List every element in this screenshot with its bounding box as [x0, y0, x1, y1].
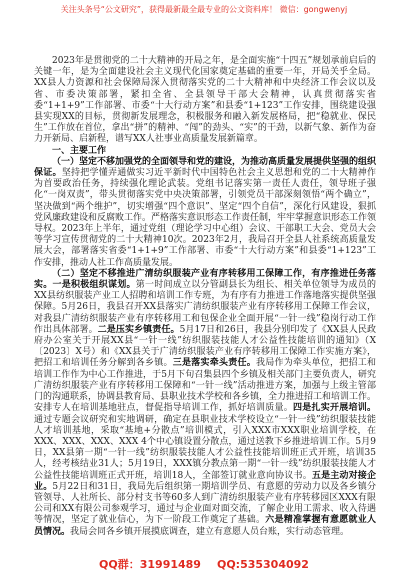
document-body	[34, 56, 376, 538]
promo-banner	[20, 5, 388, 15]
point-text: 通过专题会议研究和实地调研，确定在县职业技术学校设立“一针一线”纺织服装技能人才培训基地，采取“基地+分散点”培训模式，引入XXX市XXX职业培训学校，在XXX、XXX、XXX、XXX 4个中心镇设置分散点，通过送教下乡推进培训工作。5月9日，XX县第一期“一针一线”纺织服装技能人才公益性技能培训班正式开班，培训35人，经考核结业31人；5月19日，XXX镇分教点第一期“一针一线”纺织服装技能人才公益性技能培训班正式开班，培训18人，全部签订就业意向协议书。	[34, 414, 376, 481]
item-paragraph-party-building	[34, 157, 376, 269]
item-paragraph-employment-guarantee	[34, 269, 376, 538]
footer-qq-group: QQ群：31991489	[99, 558, 201, 571]
point-text: 第一时间成立以分管副县长为组长、相关单位领导为成员的XX县纺织服装产业工人招聘和培训工作专班，为有序有力推进工作落地落实提供坚强保障。5月26日，我县召开XX县落实广清纺织服装产业有序转移用工保障工作会议，对我县广清纺织服装产业有序转移用工和包保企业全面开展“一针一线”稳岗行动工作作出具体部署。	[34, 280, 376, 335]
item-heading: （二）坚定不移推进广清纺织服装产业有序转移用工保障工作，有序推进任务落实。	[34, 268, 376, 291]
contact-footer	[0, 558, 408, 572]
promo-banner-text: 关注头条号“公文研究”，获得最新最全最专业的公文资料库！ 微信：gongwenyj	[60, 5, 348, 14]
point-text: 5月22日和31日，我局先后组织第一期培训学员、有意愿的劳动力以及各乡镇分管领导、人社所长、部分村支书等60多人到广清纺织服装产业有序转移园区XXX有限公司和XX有限公司参观学习，通过与企业面对面交流，了解企业用工需求、收入待遇等情况，坚定了就业信心，为下一阶段工作奠定了基础。	[34, 481, 376, 526]
section-heading: 一、主要工作	[52, 145, 107, 156]
point-text: 我局会同各乡镇开展摸底调查，建立有意愿人员台账，实行动态管理。	[70, 526, 350, 537]
item-heading: （一）坚定不移加强党的全面领导和党的建设，为推动高质量发展提供坚强的组织保证。	[34, 156, 377, 179]
point-label: 二是压实乡镇责任。	[97, 324, 180, 335]
point-label: 四是扎实开展培训。	[292, 403, 376, 414]
intro-paragraph: 2023年是贯彻党的二十大精神的开局之年，是全面实施“十四五”规划承前启后的关键一年，是为全面建设社会主义现代化国家奠定基础的重要一年，开局关乎全局。XX县人力资源和社会保障局深入贯彻落实党的二十大精神和中央经济工作会议以及省、市委决策部署，紧扣全省、全县领导干部大会精神，认真贯彻落实省委“1+1+9”工作部署、市委“十大行动方案”和县委“1+123”工作安排，围绕建设强县实现XX的目标，贯彻新发展理念，积极服务和融入新发展格局，把“稳就业、保民生”工作放在首位，拿出“拼”的精神、“闯”的劲头、“实”的干劲，以新气象、新作为奋力开新局、启新程，谱写XX人社事业高质量发展新篇章。	[34, 56, 376, 145]
point-label: 五是主动对接企业。	[34, 470, 376, 492]
point-text: 我局作为牵头单位，把招工和培训工作作为中心工作推进，于5月下旬召集县四个乡镇及相关部门主要负责人，研究广清纺织服装产业有序转移用工保障和“一针一线”活动推进方案，加强与上级主管部门的沟通联系，协调县教育局、县职业技术学校和各乡镇，全力推进招工和培训工作。安排专人在培训基地驻点，督促指导培训工作，抓好培训质量。	[34, 358, 377, 414]
point-text: 5月17日和26日，我县分别印发了《XX县人民政府办公室关于开展XX县“一针一线”纺织服装技能人才公益性技能培训的通知》（X〔2023〕X号）和《XX县关于广清纺织服装产业有序转移用工保障工作实施方案》，把招工和培训任务分解到各乡镇。	[34, 324, 376, 369]
point-label: 一是积极组织谋划。	[52, 280, 136, 291]
footer-qq: QQ:535304092	[216, 558, 309, 571]
item-body: 坚持把学懂弄通做实习近平新时代中国特色社会主义思想和党的二十大精神作为首要政治任务，持续强化理论武装。党组书记落实第一责任人责任，领导班子强化“一岗双责”，带头贯彻落实党中央决策部署，引领党员干部深刻领悟“两个确立”，坚决做到“两个维护”，切实增强“四个意识”、坚定“四个自信”，深化行风建设，狠抓党风廉政建设和反腐败工作。严格落实意识形态工作责任制，牢牢掌握意识形态工作领导权。2023年上半年，通过党组（理论学习中心组）会议、干部职工大会、党员大会等学习宣传贯彻党的二十大精神10次。2023年2月，我局召开全县人社系统高质量发展大会，部署落实省委“1+1+9”工作部署、市委“十大行动方案”和县委“1+123”工作安排，推动人社工作高质量发展。	[34, 168, 377, 268]
point-label: 三是落实牵头责任。	[172, 358, 256, 369]
point-label: 六是精准掌握有意愿就业人员情况。	[34, 515, 376, 537]
